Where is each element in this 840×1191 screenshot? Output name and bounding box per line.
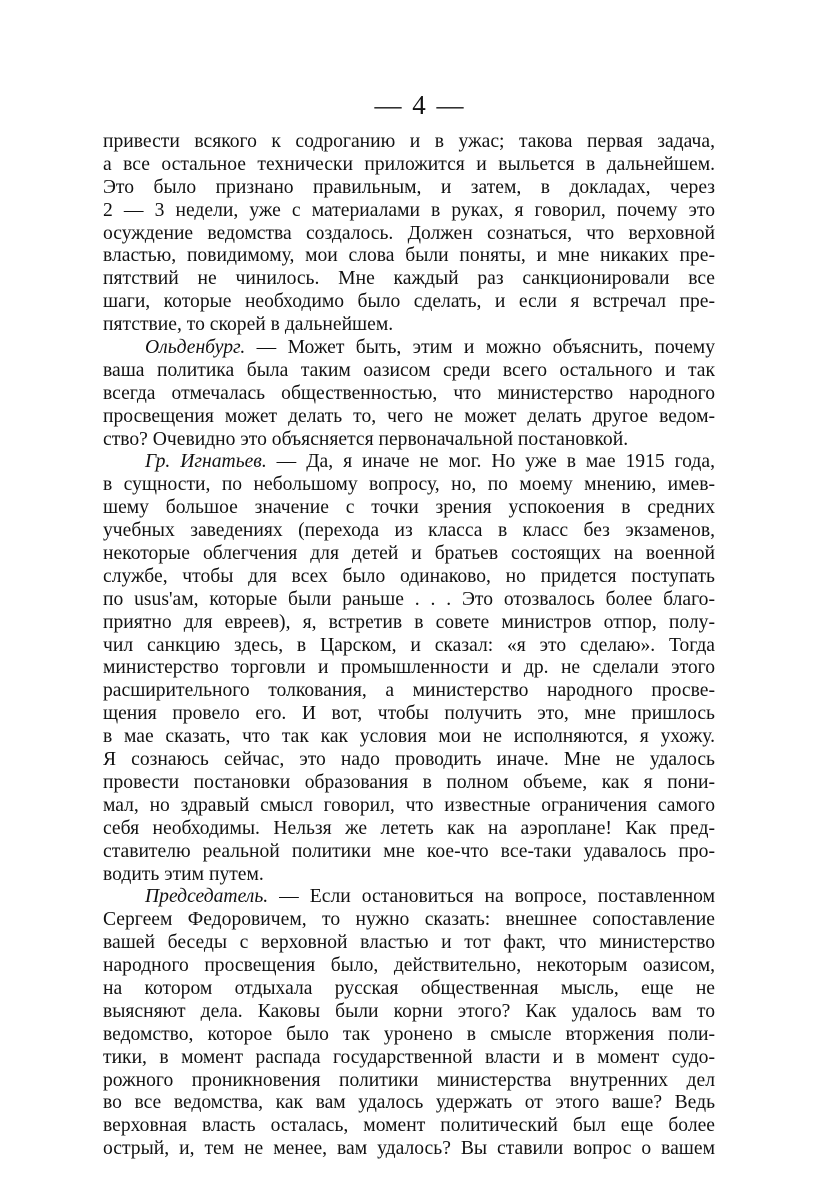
text-line xyxy=(103,1047,715,1070)
text-line xyxy=(103,520,715,543)
text-line xyxy=(103,223,715,246)
line-text: 2 — 3 недели, уже с материалами в руках, я говорил, почему это xyxy=(103,199,715,221)
text-line xyxy=(103,772,715,795)
text-line xyxy=(103,245,715,268)
line-text: некоторые облегчения для детей и братьев состоящих на военной xyxy=(103,543,715,565)
line-text: — Может быть, этим и можно объяснить, почему xyxy=(245,337,715,359)
paragraph xyxy=(103,451,715,886)
line-text: министерство торговли и промышленности и др. не сделали этого xyxy=(103,657,715,679)
text-line xyxy=(103,383,715,406)
speaker-name: Председатель. xyxy=(145,886,269,908)
line-text: властью, повидимому, мои слова были поняты, и мне никаких пре- xyxy=(103,245,715,267)
line-text: ство? Очевидно это объясняется первоначальной постановкой. xyxy=(103,428,629,450)
text-line xyxy=(103,566,715,589)
text-line xyxy=(103,314,715,337)
line-text: Я сознаюсь сейчас, это надо проводить иначе. Мне не удалось xyxy=(103,749,715,771)
text-line xyxy=(103,1001,715,1024)
line-text: пятствий не чинилось. Мне каждый раз санкционировали все xyxy=(103,268,715,290)
line-text: Сергеем Федоровичем, то нужно сказать: внешнее сопоставление xyxy=(103,909,715,931)
text-line xyxy=(103,795,715,818)
text-line xyxy=(103,909,715,932)
text-line xyxy=(103,680,715,703)
line-text: щения провело его. И вот, чтобы получить это, мне пришлось xyxy=(103,703,715,725)
text-line xyxy=(103,1024,715,1047)
paragraph xyxy=(103,131,715,337)
speaker-name: Ольденбург. xyxy=(145,337,246,359)
line-text: шаги, которые необходимо было сделать, и если я встречал пре- xyxy=(103,291,715,313)
line-text: пятствие, то скорей в дальнейшем. xyxy=(103,314,394,336)
text-line xyxy=(103,154,715,177)
line-text: ставителю реальной политики мне кое-что все-таки удавалось про- xyxy=(103,840,715,862)
text-line xyxy=(103,589,715,612)
speaker-name: Гр. Игнатьев. xyxy=(145,451,267,473)
text-line xyxy=(103,451,715,474)
text-line xyxy=(103,841,715,864)
text-line xyxy=(103,726,715,749)
document-body xyxy=(103,131,715,1161)
text-line xyxy=(103,291,715,314)
text-line xyxy=(103,635,715,658)
line-text: верховная власть осталась, момент политический был еще более xyxy=(103,1115,715,1137)
paragraph xyxy=(103,337,715,451)
line-text: — Да, я иначе не мог. Но уже в мае 1915 года, xyxy=(266,451,715,473)
line-text: рожного проникновения политики министерства внутренних дел xyxy=(103,1069,715,1091)
line-text: водить этим путем. xyxy=(103,863,264,885)
line-text: выясняют дела. Каковы были корни этого? Как удалось вам то xyxy=(103,1000,715,1022)
text-line xyxy=(103,268,715,291)
line-text: острый, и, тем не менее, вам удалось? Вы ставили вопрос о вашем xyxy=(103,1138,715,1160)
text-line xyxy=(103,955,715,978)
line-text: — Если остановиться на вопросе, поставленном xyxy=(268,886,715,908)
line-text: вашей беседы с верховной властью и тот факт, что министерство xyxy=(103,932,715,954)
line-text: просвещения может делать то, чего не может делать другое ведом- xyxy=(103,405,715,427)
line-text: мал, но здравый смысл говорил, что известные ограничения самого xyxy=(103,794,715,816)
line-text: тики, в момент распада государственной власти и в момент судо- xyxy=(103,1046,715,1068)
line-text: в мае сказать, что так как условия мои не исполняются, я ухожу. xyxy=(103,726,715,748)
text-line xyxy=(103,429,715,452)
text-line xyxy=(103,864,715,887)
line-text: шему большое значение с точки зрения успокоения в средних xyxy=(103,497,715,519)
line-text: себя необходимы. Нельзя же лететь как на аэроплане! Как пред- xyxy=(103,817,715,839)
text-line xyxy=(103,657,715,680)
text-line xyxy=(103,474,715,497)
line-text: чил санкцию здесь, в Царском, и сказал: «я это сделаю». Тогда xyxy=(103,634,715,656)
line-text: ваша политика была таким оазисом среди всего остального и так xyxy=(103,359,715,381)
text-line xyxy=(103,1115,715,1138)
line-text: службе, чтобы для всех было одинаково, но придется поступать xyxy=(103,565,715,587)
line-text: всегда отмечалась общественностью, что министерство народного xyxy=(103,382,715,404)
page-number: — 4 — xyxy=(374,90,466,120)
line-text: учебных заведениях (перехода из класса в класс без экзаменов, xyxy=(103,520,715,542)
text-line xyxy=(103,1138,715,1161)
line-text: привести всякого к содроганию и в ужас; такова первая задача, xyxy=(103,131,715,152)
text-line xyxy=(103,543,715,566)
text-line xyxy=(103,1092,715,1115)
text-line xyxy=(103,177,715,200)
text-line xyxy=(103,978,715,1001)
text-line xyxy=(103,749,715,772)
paragraph xyxy=(103,886,715,1161)
text-line xyxy=(103,360,715,383)
line-text: расширительного толкования, а министерство народного просве- xyxy=(103,680,715,702)
text-line xyxy=(103,406,715,429)
text-line xyxy=(103,703,715,726)
text-line xyxy=(103,612,715,635)
text-line xyxy=(103,932,715,955)
line-text: во все ведомства, как вам удалось удержать от этого ваше? Ведь xyxy=(103,1092,715,1114)
text-line xyxy=(103,337,715,360)
line-text: в сущности, по небольшому вопросу, но, по моему мнению, имев- xyxy=(103,474,715,496)
text-line xyxy=(103,131,715,154)
line-text: на котором отдыхала русская общественная мысль, еще не xyxy=(103,977,715,999)
line-text: Это было признано правильным, и затем, в докладах, через xyxy=(103,176,715,198)
text-line xyxy=(103,200,715,223)
line-text: приятно для евреев), я, встретив в совете министров отпор, полу- xyxy=(103,611,715,633)
line-text: а все остальное технически приложится и выльется в дальнейшем. xyxy=(103,153,715,175)
text-line xyxy=(103,1070,715,1093)
line-text: народного просвещения было, действительно, некоторым оазисом, xyxy=(103,955,715,977)
line-text: ведомство, которое было так уронено в смысле вторжения поли- xyxy=(103,1023,715,1045)
text-line xyxy=(103,497,715,520)
line-text: по usus'ам, которые были раньше . . . Это отозвалось более благо- xyxy=(103,588,715,610)
text-line xyxy=(103,886,715,909)
text-line xyxy=(103,818,715,841)
line-text: осуждение ведомства создалось. Должен сознаться, что верховной xyxy=(103,222,715,244)
line-text: провести постановки образования в полном объеме, как я пони- xyxy=(103,771,715,793)
